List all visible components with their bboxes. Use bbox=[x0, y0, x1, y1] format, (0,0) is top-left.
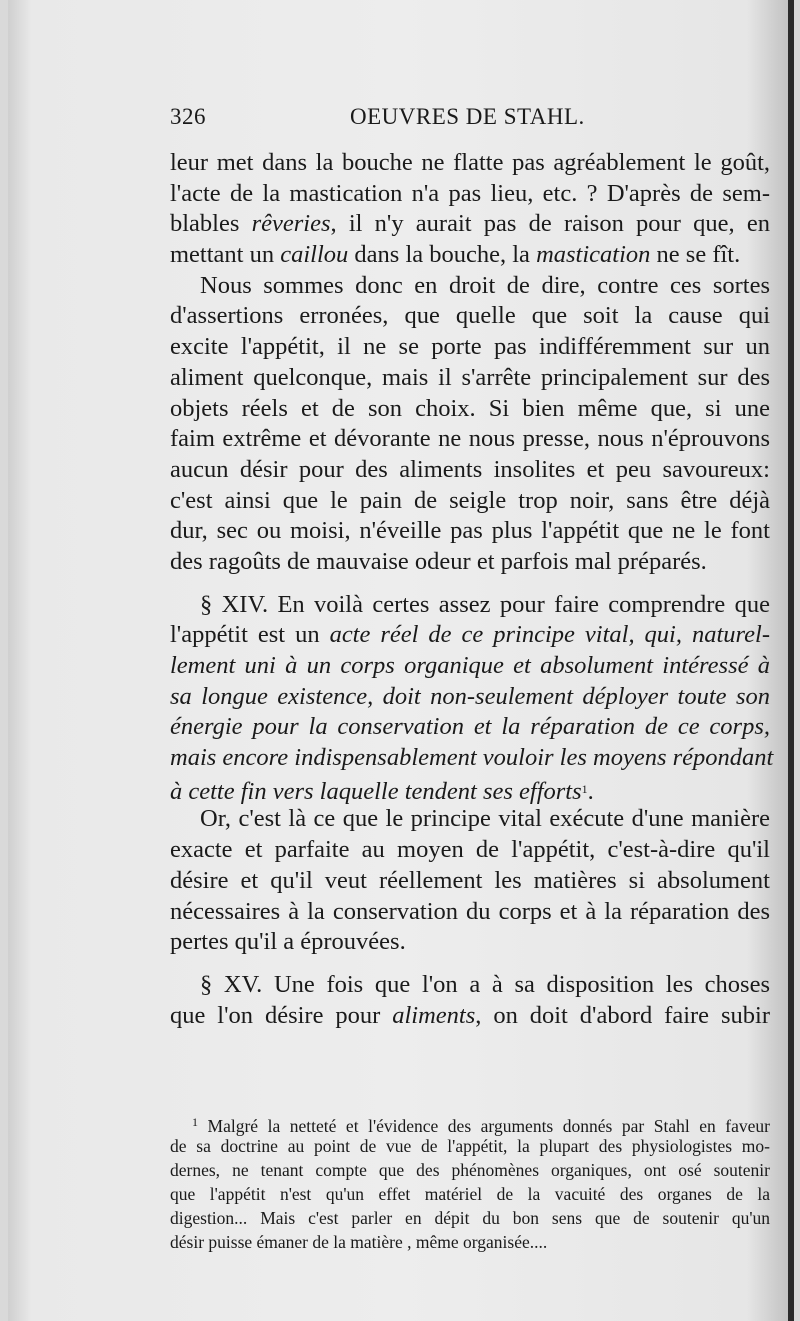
text-line: aucun désir pour des aliments insolites et peu savoureux: bbox=[170, 455, 770, 483]
page-edge bbox=[788, 0, 794, 1321]
text-run: ne se fît. bbox=[650, 241, 741, 269]
body-text bbox=[170, 148, 774, 1031]
text-line: pertes qu'il a éprouvées. bbox=[170, 928, 406, 956]
text-line: Nous sommes donc en droit de dire, contre ces sortes bbox=[200, 271, 770, 299]
text-line: nécessaires à la conservation du corps et à la réparation des bbox=[170, 897, 770, 925]
text-line: désire et qu'il veut réellement les matières si absolument bbox=[170, 866, 770, 894]
page-number: 326 bbox=[170, 104, 206, 129]
text-line bbox=[170, 620, 770, 651]
italic-run: aliments bbox=[392, 1001, 476, 1029]
footnote-line: que l'appétit n'est qu'un effet matériel de la vacuité des organes de la bbox=[170, 1184, 770, 1204]
footnote-line: de sa doctrine au point de vue de l'appétit, la plupart des physiologistes mo- bbox=[170, 1136, 770, 1156]
text-run: blables bbox=[170, 210, 252, 238]
text-line bbox=[170, 209, 770, 240]
text-line bbox=[170, 651, 770, 682]
text-run: Malgré la netteté et l'évidence des arguments donnés par Stahl en faveur bbox=[198, 1116, 770, 1136]
paragraph bbox=[170, 970, 770, 1031]
text-line: § XIV. En voilà certes assez pour faire comprendre que bbox=[200, 590, 770, 618]
italic-run: mais encore indispensablement vouloir les moyens répondant bbox=[170, 744, 774, 772]
footnote-line bbox=[170, 1110, 770, 1134]
paragraph bbox=[170, 590, 774, 805]
italic-run: lement uni à un corps organique et absolument intéressé à bbox=[170, 652, 770, 679]
text-line: leur met dans la bouche ne flatte pas agréablement le goût, bbox=[170, 149, 770, 176]
italic-run: mastication bbox=[536, 241, 651, 269]
footnote-line: digestion... Mais c'est parler en dépit du bon sens que de soutenir qu'un bbox=[170, 1208, 770, 1228]
italic-run: énergie pour la conservation et la réparation de ce corps, bbox=[170, 713, 770, 741]
footnote-number: 1 bbox=[192, 1115, 198, 1129]
italic-run: acte réel de ce principe vital, qui, naturel- bbox=[329, 621, 770, 649]
text-line: § XV. Une fois que l'on a à sa disposition les choses bbox=[200, 970, 770, 998]
text-line: excite l'appétit, il ne se porte pas indifféremment sur un bbox=[170, 333, 770, 361]
text-run: que l'on désire pour bbox=[170, 1001, 393, 1029]
text-line: dur, sec ou moisi, n'éveille pas plus l'appétit que ne le font bbox=[170, 517, 770, 545]
text-line: des ragoûts de mauvaise odeur et parfois mal préparés. bbox=[170, 547, 707, 575]
text-run: . bbox=[587, 777, 594, 805]
text-line: aliment quelconque, mais il s'arrête principalement sur des bbox=[170, 363, 770, 391]
italic-run: caillou bbox=[280, 241, 349, 269]
text-line: c'est ainsi que le pain de seigle trop noir, sans être déjà bbox=[170, 486, 770, 514]
footnote bbox=[170, 1110, 770, 1254]
text-run: dans la bouche, la bbox=[348, 241, 537, 269]
text-run: l'appétit est un bbox=[170, 621, 330, 649]
paragraph bbox=[170, 271, 770, 578]
text-line bbox=[170, 774, 770, 805]
running-header bbox=[170, 104, 770, 140]
text-line bbox=[170, 240, 770, 271]
footnote-marker: 1 bbox=[581, 781, 588, 796]
text-line bbox=[170, 712, 770, 743]
text-run: , on doit d'abord faire subir bbox=[475, 1001, 770, 1029]
footnote-line: dernes, ne tenant compte que des phénomènes organiques, ont osé soutenir bbox=[170, 1160, 770, 1180]
text-line bbox=[170, 1001, 770, 1032]
paragraph bbox=[170, 804, 770, 957]
text-line: faim extrême et dévorante ne nous presse, nous n'éprouvons bbox=[170, 425, 770, 453]
text-line: exacte et parfaite au moyen de l'appétit, c'est-à-dire qu'il bbox=[170, 836, 770, 864]
text-line: l'acte de la mastication n'a pas lieu, etc. ? D'après de sem- bbox=[170, 179, 770, 207]
text-line bbox=[170, 743, 774, 774]
book-page bbox=[8, 0, 794, 1321]
italic-run: sa longue existence, doit non-seulement déployer toute son bbox=[170, 682, 770, 710]
text-line: d'assertions erronées, que quelle que soit la cause qui bbox=[170, 302, 770, 330]
text-run: mettant un bbox=[170, 241, 281, 269]
text-line: Or, c'est là ce que le principe vital exécute d'une manière bbox=[200, 805, 770, 833]
text-line: objets réels et de son choix. Si bien même que, si une bbox=[170, 394, 770, 422]
footnote-line: désir puisse émaner de la matière , même organisée.... bbox=[170, 1232, 548, 1252]
running-title: OEUVRES DE STAHL. bbox=[350, 104, 585, 129]
text-run: , il n'y aurait pas de raison pour que, en bbox=[330, 210, 770, 238]
italic-run: rêveries bbox=[251, 210, 331, 238]
paragraph bbox=[170, 148, 770, 271]
text-line bbox=[170, 682, 770, 713]
italic-run: à cette fin vers laquelle tendent ses efforts bbox=[170, 777, 582, 805]
